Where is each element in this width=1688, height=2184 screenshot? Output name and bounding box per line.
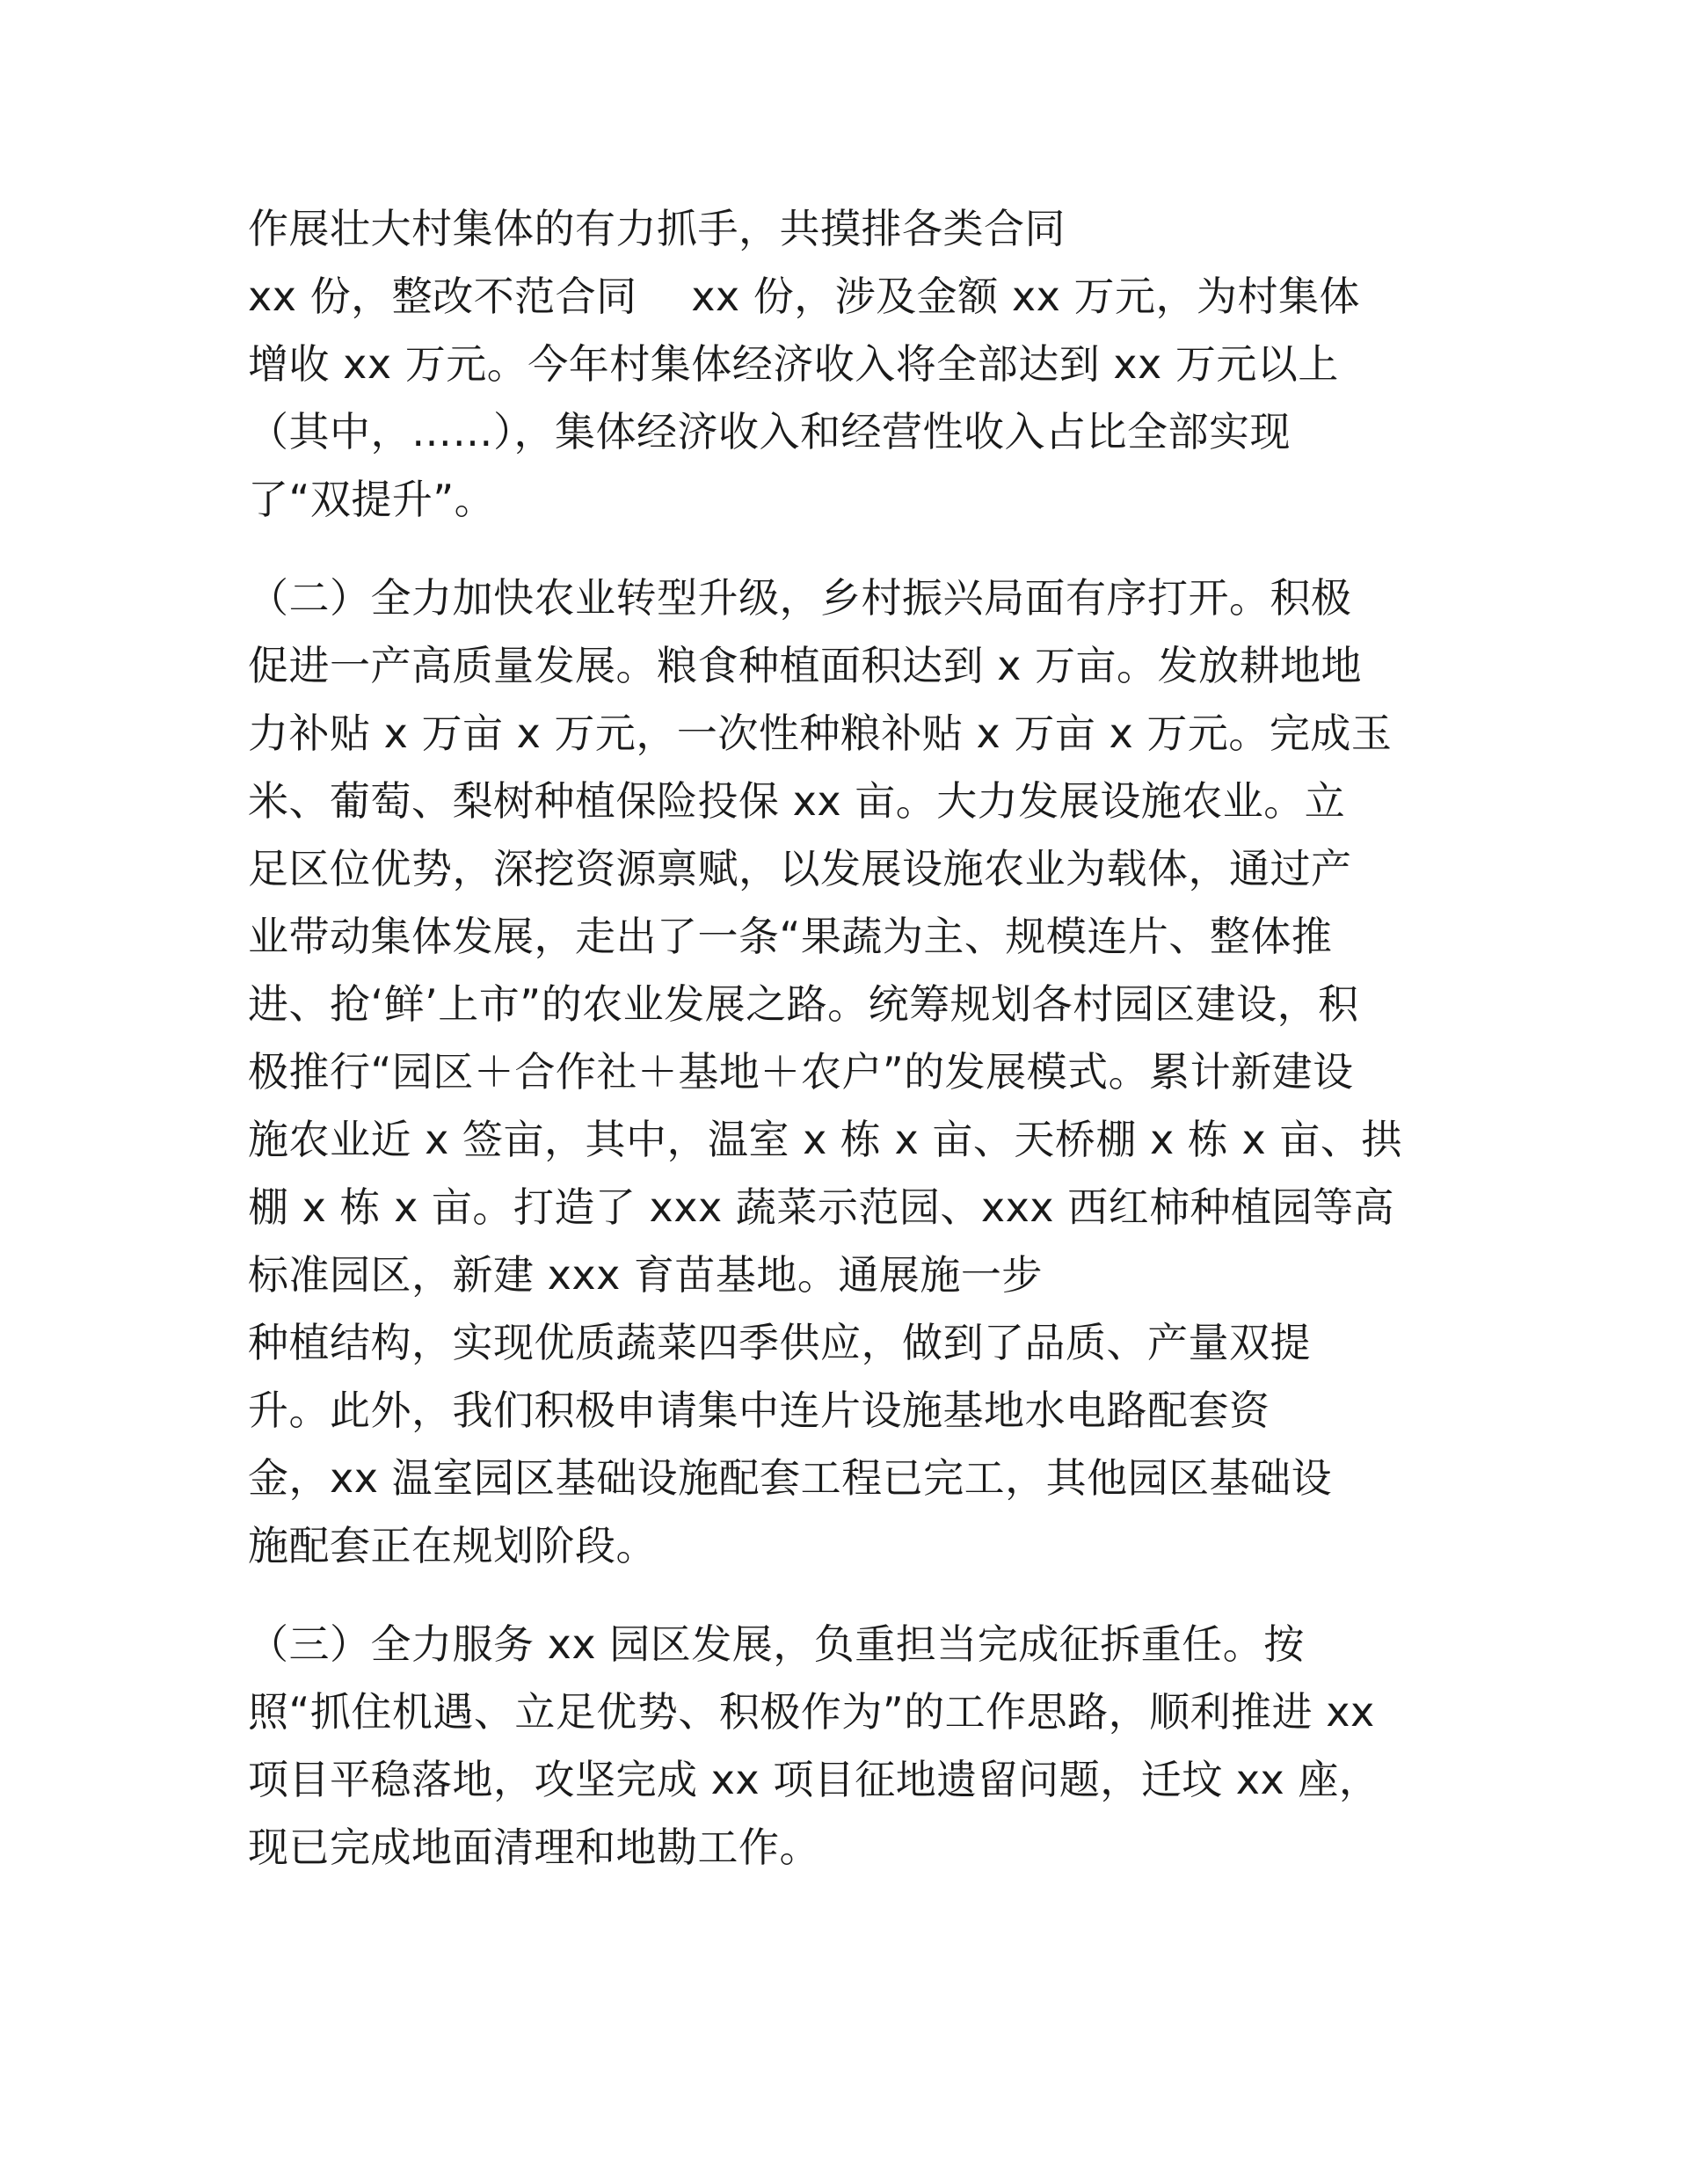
text-line: xx 份，整改不范合同 xx 份，涉及金额 xx 万元，为村集体 (248, 273, 1360, 320)
text-line: （三）全力服务 xx 园区发展，负重担当完成征拆重任。按 (248, 1620, 1305, 1668)
text-line: 足区位优势，深挖资源禀赋，以发展设施农业为载体，通过产 (248, 845, 1352, 892)
text-line: 极推行“园区＋合作社＋基地＋农户”的发展模式。累计新建设 (248, 1048, 1354, 1096)
text-line: 了“双提升”。 (248, 476, 496, 523)
text-line: 施农业近 x 签亩，其中，温室 x 栋 x 亩、天桥棚 x 栋 x 亩、拱 (248, 1116, 1402, 1163)
text-line: 种植结构，实现优质蔬菜四季供应，做到了品质、产量双提 (248, 1319, 1311, 1366)
text-line: （二）全力加快农业转型升级，乡村振兴局面有序打开。积极 (248, 574, 1352, 622)
text-line: 力补贴 x 万亩 x 万元，一次性种粮补贴 x 万亩 x 万元。完成玉 (248, 710, 1393, 757)
text-line: 标准园区，新建 xxx 育苗基地。通展施一步 (248, 1251, 1043, 1299)
text-line: 施配套正在规划阶段。 (248, 1522, 657, 1569)
text-line: 促进一产高质量发展。粮食种植面积达到 x 万亩。发放耕地地 (248, 642, 1362, 689)
text-line: 照“抓住机遇、立足优势、积极作为”的工作思路，顺利推进 xx (248, 1688, 1375, 1736)
text-line: （其中，……），集体经济收入和经营性收入占比全部实现 (248, 408, 1291, 455)
text-line: 进、抢‘鲜’上市”的农业发展之路。统筹规划各村园区建设，积 (248, 980, 1359, 1028)
text-line: 升。此外，我们积极申请集中连片设施基地水电路配套资 (248, 1387, 1270, 1434)
text-line: 增收 xx 万元。今年村集体经济收入将全部达到 xx 万元以上 (248, 340, 1339, 388)
text-line: 棚 x 栋 x 亩。打造了 xxx 蔬菜示范园、xxx 西红柿种植园等高 (248, 1183, 1395, 1231)
text-line: 项目平稳落地，攻坚完成 xx 项目征地遗留问题，迁坟 xx 座， (248, 1756, 1380, 1803)
text-line: 现已完成地面清理和地勘工作。 (248, 1824, 820, 1871)
text-line: 业带动集体发展，走出了一条“果蔬为主、规模连片、整体推 (248, 913, 1333, 960)
text-line: 金，xx 温室园区基础设施配套工程已完工，其他园区基础设 (248, 1454, 1333, 1502)
text-line: 作展壮大村集体的有力抓手，共摸排各类合同 (248, 205, 1066, 252)
text-line: 米、葡萄、梨树种植保险投保 xx 亩。大力发展设施农业。立 (248, 777, 1346, 825)
